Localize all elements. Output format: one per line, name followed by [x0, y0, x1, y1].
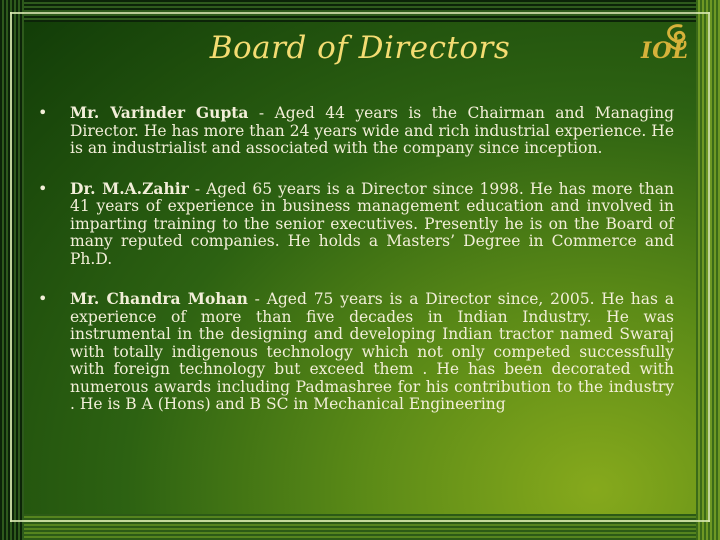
director-item	[34, 104, 674, 158]
director-description: - Aged 75 years is a Director since, 2005. He has a experience of more than five decades in Indian Industry. He was instrumental in the designing and developing Indian tractor named Swaraj with totally indigenous technology which not only competed successfully with foreign technology but exceed them . He has been decorated with numerous awards including Padmashree for his contribution to the industry . He is B A (Hons) and B SC in Mechanical Engineering	[70, 290, 674, 413]
frame-line-right	[708, 12, 710, 522]
director-name: Mr. Chandra Mohan	[70, 289, 248, 308]
bullet-icon: •	[38, 103, 48, 122]
frame-top	[0, 0, 720, 22]
director-description: - Aged 44 years is the Chairman and Managing Director. He has more than 24 years wide and rich industrial experience. He is an industrialist and associated with the company since inception.	[70, 104, 674, 157]
director-item	[34, 290, 674, 414]
directors-list	[34, 104, 674, 436]
frame-bottom	[0, 514, 720, 540]
frame-line-top	[10, 12, 710, 14]
director-name: Dr. M.A.Zahir	[70, 178, 189, 198]
director-name: Mr. Varinder Gupta	[70, 103, 249, 122]
director-item	[34, 180, 674, 269]
director-description: - Aged 65 years is a Director since 1998. He has more than 41 years of experience in business management education and involved in imparting training to the senior executives. Presently he is on the Board of many reputed companies. He holds a Masters’ Degree in Commerce and Ph.D.	[70, 179, 674, 268]
bullet-icon: •	[38, 289, 48, 308]
logo-text: IOL	[641, 38, 689, 64]
company-logo	[637, 22, 693, 72]
frame-line-left	[10, 12, 12, 522]
frame-left	[0, 0, 24, 540]
bullet-icon: •	[38, 178, 48, 198]
slide-title: Board of Directors	[209, 30, 511, 66]
frame-line-bottom	[10, 520, 710, 522]
